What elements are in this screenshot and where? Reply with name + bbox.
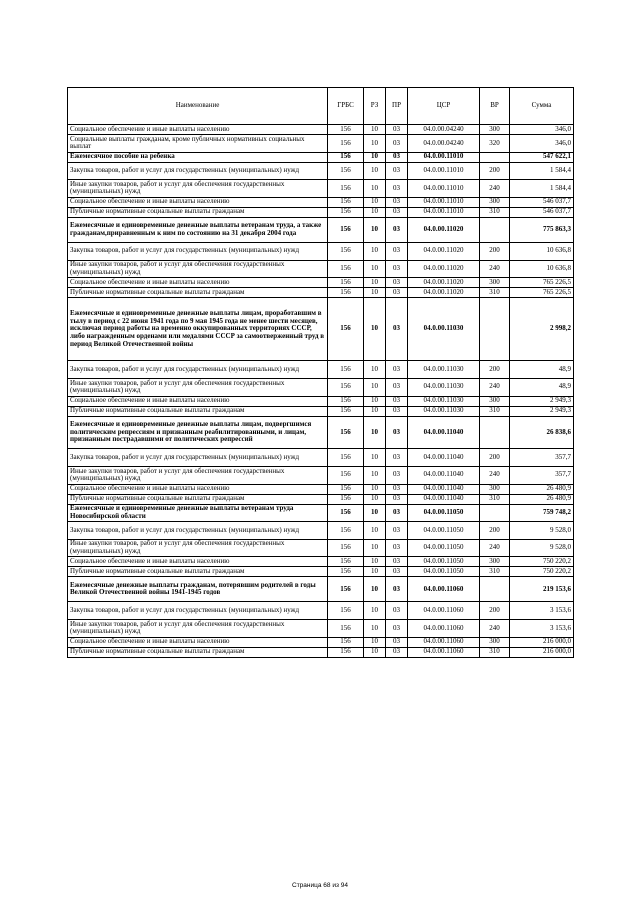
table-row: [68, 416, 574, 449]
cell-grbs: 156: [328, 484, 364, 494]
cell-vr: 200: [480, 162, 510, 180]
cell-vr: 310: [480, 207, 510, 217]
cell-rz: 10: [364, 567, 386, 577]
cell-grbs: 156: [328, 466, 364, 484]
cell-vr: 320: [480, 135, 510, 153]
cell-rz: 10: [364, 449, 386, 467]
cell-grbs: 156: [328, 406, 364, 416]
cell-vr: 200: [480, 242, 510, 260]
cell-vr: 300: [480, 125, 510, 135]
cell-vr: 240: [480, 260, 510, 278]
cell-grbs: 156: [328, 504, 364, 522]
cell-sum: 2 998,2: [510, 298, 574, 361]
cell-rz: 10: [364, 207, 386, 217]
cell-csr: 04.0.00.11060: [408, 620, 480, 638]
table-row: [68, 522, 574, 540]
cell-grbs: 156: [328, 260, 364, 278]
cell-pr: 03: [386, 361, 408, 379]
cell-rz: 10: [364, 647, 386, 657]
cell-grbs: 156: [328, 298, 364, 361]
cell-grbs: 156: [328, 288, 364, 298]
cell-name: Социальное обеспечение и иные выплаты населению: [68, 637, 328, 647]
cell-vr: 310: [480, 406, 510, 416]
cell-name: Ежемесячные и единовременные денежные выплаты ветеранам труда Новосибирской области: [68, 504, 328, 522]
budget-table: [67, 87, 574, 658]
cell-grbs: 156: [328, 361, 364, 379]
cell-pr: 03: [386, 647, 408, 657]
cell-rz: 10: [364, 637, 386, 647]
cell-csr: 04.0.00.11060: [408, 647, 480, 657]
cell-grbs: 156: [328, 522, 364, 540]
cell-pr: 03: [386, 162, 408, 180]
cell-name: Социальное обеспечение и иные выплаты населению: [68, 278, 328, 288]
cell-vr: 300: [480, 557, 510, 567]
cell-csr: 04.0.00.11020: [408, 260, 480, 278]
cell-grbs: 156: [328, 180, 364, 198]
cell-vr: [480, 298, 510, 361]
cell-name: Публичные нормативные социальные выплаты гражданам: [68, 647, 328, 657]
cell-sum: 219 153,6: [510, 577, 574, 602]
cell-sum: 750 220,2: [510, 567, 574, 577]
cell-csr: 04.0.00.11050: [408, 539, 480, 557]
cell-csr: 04.0.00.11020: [408, 278, 480, 288]
cell-pr: 03: [386, 180, 408, 198]
table-row: [68, 378, 574, 396]
cell-vr: [480, 152, 510, 162]
cell-rz: 10: [364, 557, 386, 567]
cell-name: Социальное обеспечение и иные выплаты населению: [68, 197, 328, 207]
cell-csr: 04.0.00.11010: [408, 152, 480, 162]
cell-csr: 04.0.00.11040: [408, 484, 480, 494]
table-row: [68, 620, 574, 638]
cell-rz: 10: [364, 361, 386, 379]
cell-grbs: 156: [328, 620, 364, 638]
page-number: Страница 68 из 94: [292, 882, 348, 889]
cell-vr: 240: [480, 466, 510, 484]
table-row: [68, 504, 574, 522]
cell-sum: 775 863,3: [510, 217, 574, 242]
cell-pr: 03: [386, 539, 408, 557]
cell-grbs: 156: [328, 162, 364, 180]
cell-vr: [480, 217, 510, 242]
cell-name: Иные закупки товаров, работ и услуг для обеспечения государственных (муниципальных) нужд: [68, 466, 328, 484]
table-row: [68, 180, 574, 198]
cell-pr: 03: [386, 378, 408, 396]
cell-pr: 03: [386, 207, 408, 217]
cell-grbs: 156: [328, 217, 364, 242]
cell-name: Иные закупки товаров, работ и услуг для обеспечения государственных (муниципальных) нужд: [68, 180, 328, 198]
cell-vr: 310: [480, 647, 510, 657]
table-header-row: [68, 88, 574, 125]
cell-name: Социальное обеспечение и иные выплаты населению: [68, 557, 328, 567]
cell-sum: 750 220,2: [510, 557, 574, 567]
cell-vr: 200: [480, 602, 510, 620]
cell-rz: 10: [364, 396, 386, 406]
cell-grbs: 156: [328, 449, 364, 467]
cell-grbs: 156: [328, 567, 364, 577]
cell-sum: 10 636,8: [510, 242, 574, 260]
cell-name: Закупка товаров, работ и услуг для государственных (муниципальных) нужд: [68, 242, 328, 260]
cell-grbs: 156: [328, 278, 364, 288]
cell-sum: 1 584,4: [510, 162, 574, 180]
cell-sum: 2 949,3: [510, 406, 574, 416]
cell-csr: 04.0.00.04240: [408, 125, 480, 135]
cell-vr: [480, 577, 510, 602]
table-row: [68, 539, 574, 557]
table-row: [68, 242, 574, 260]
cell-csr: 04.0.00.11010: [408, 180, 480, 198]
cell-rz: 10: [364, 406, 386, 416]
header-pr: ПР: [386, 88, 408, 125]
cell-vr: 300: [480, 197, 510, 207]
cell-rz: 10: [364, 466, 386, 484]
cell-grbs: 156: [328, 647, 364, 657]
cell-rz: 10: [364, 620, 386, 638]
cell-grbs: 156: [328, 557, 364, 567]
cell-vr: 300: [480, 637, 510, 647]
cell-csr: 04.0.00.11020: [408, 288, 480, 298]
table-row: [68, 298, 574, 361]
cell-grbs: 156: [328, 125, 364, 135]
cell-pr: 03: [386, 504, 408, 522]
table-row: [68, 162, 574, 180]
cell-name: Закупка товаров, работ и услуг для государственных (муниципальных) нужд: [68, 449, 328, 467]
cell-pr: 03: [386, 217, 408, 242]
cell-grbs: 156: [328, 378, 364, 396]
cell-vr: 310: [480, 567, 510, 577]
cell-pr: 03: [386, 484, 408, 494]
cell-pr: 03: [386, 416, 408, 449]
cell-vr: 240: [480, 378, 510, 396]
cell-csr: 04.0.00.11050: [408, 504, 480, 522]
cell-vr: [480, 504, 510, 522]
cell-csr: 04.0.00.11030: [408, 361, 480, 379]
cell-vr: 300: [480, 396, 510, 406]
header-vr: ВР: [480, 88, 510, 125]
cell-rz: 10: [364, 152, 386, 162]
table-row: [68, 557, 574, 567]
cell-sum: 216 000,0: [510, 647, 574, 657]
table-row: [68, 577, 574, 602]
cell-rz: 10: [364, 416, 386, 449]
cell-pr: 03: [386, 466, 408, 484]
cell-sum: 346,0: [510, 125, 574, 135]
cell-rz: 10: [364, 539, 386, 557]
table-row: [68, 484, 574, 494]
table-row: [68, 637, 574, 647]
table-row: [68, 288, 574, 298]
table-row: [68, 406, 574, 416]
cell-rz: 10: [364, 242, 386, 260]
cell-pr: 03: [386, 637, 408, 647]
cell-grbs: 156: [328, 135, 364, 153]
cell-pr: 03: [386, 406, 408, 416]
cell-vr: 240: [480, 539, 510, 557]
table-row: [68, 278, 574, 288]
cell-sum: 1 584,4: [510, 180, 574, 198]
cell-vr: 310: [480, 288, 510, 298]
cell-pr: 03: [386, 242, 408, 260]
cell-pr: 03: [386, 298, 408, 361]
cell-rz: 10: [364, 135, 386, 153]
cell-sum: 357,7: [510, 449, 574, 467]
cell-vr: 200: [480, 361, 510, 379]
table-row: [68, 152, 574, 162]
cell-pr: 03: [386, 557, 408, 567]
cell-sum: 216 000,0: [510, 637, 574, 647]
cell-grbs: 156: [328, 207, 364, 217]
cell-name: Публичные нормативные социальные выплаты гражданам: [68, 494, 328, 504]
cell-sum: 546 037,7: [510, 207, 574, 217]
cell-pr: 03: [386, 620, 408, 638]
cell-rz: 10: [364, 494, 386, 504]
table-row: [68, 567, 574, 577]
cell-name: Социальные выплаты гражданам, кроме публичных нормативных социальных выплат: [68, 135, 328, 153]
cell-pr: 03: [386, 522, 408, 540]
cell-sum: 9 528,0: [510, 522, 574, 540]
table-row: [68, 494, 574, 504]
cell-rz: 10: [364, 298, 386, 361]
cell-grbs: 156: [328, 416, 364, 449]
cell-rz: 10: [364, 522, 386, 540]
cell-csr: 04.0.00.11010: [408, 207, 480, 217]
cell-name: Иные закупки товаров, работ и услуг для обеспечения государственных (муниципальных) нужд: [68, 378, 328, 396]
cell-csr: 04.0.00.11010: [408, 162, 480, 180]
cell-csr: 04.0.00.11050: [408, 522, 480, 540]
cell-name: Социальное обеспечение и иные выплаты населению: [68, 125, 328, 135]
cell-name: Закупка товаров, работ и услуг для государственных (муниципальных) нужд: [68, 361, 328, 379]
cell-grbs: 156: [328, 396, 364, 406]
cell-sum: 10 636,8: [510, 260, 574, 278]
cell-name: Публичные нормативные социальные выплаты гражданам: [68, 406, 328, 416]
cell-pr: 03: [386, 567, 408, 577]
cell-csr: 04.0.00.11030: [408, 406, 480, 416]
cell-pr: 03: [386, 288, 408, 298]
cell-grbs: 156: [328, 577, 364, 602]
cell-csr: 04.0.00.11060: [408, 577, 480, 602]
table-body: [68, 125, 574, 658]
cell-sum: 48,9: [510, 361, 574, 379]
cell-pr: 03: [386, 449, 408, 467]
cell-grbs: 156: [328, 602, 364, 620]
cell-sum: 3 153,6: [510, 620, 574, 638]
cell-grbs: 156: [328, 539, 364, 557]
cell-pr: 03: [386, 152, 408, 162]
cell-rz: 10: [364, 217, 386, 242]
cell-name: Ежемесячное пособие на ребенка: [68, 152, 328, 162]
cell-name: Иные закупки товаров, работ и услуг для обеспечения государственных (муниципальных) нужд: [68, 620, 328, 638]
cell-csr: 04.0.00.11020: [408, 217, 480, 242]
cell-vr: 300: [480, 278, 510, 288]
cell-sum: 547 622,1: [510, 152, 574, 162]
table-row: [68, 260, 574, 278]
cell-grbs: 156: [328, 494, 364, 504]
cell-rz: 10: [364, 260, 386, 278]
cell-sum: 546 037,7: [510, 197, 574, 207]
cell-pr: 03: [386, 125, 408, 135]
cell-pr: 03: [386, 197, 408, 207]
header-csr: ЦСР: [408, 88, 480, 125]
cell-name: Иные закупки товаров, работ и услуг для обеспечения государственных (муниципальных) нужд: [68, 539, 328, 557]
table-row: [68, 217, 574, 242]
cell-rz: 10: [364, 162, 386, 180]
cell-pr: 03: [386, 396, 408, 406]
header-grbs: ГРБС: [328, 88, 364, 125]
cell-sum: 357,7: [510, 466, 574, 484]
cell-vr: 310: [480, 494, 510, 504]
cell-csr: 04.0.00.11030: [408, 396, 480, 406]
cell-csr: 04.0.00.11030: [408, 378, 480, 396]
budget-table-wrapper: [67, 87, 573, 658]
cell-name: Ежемесячные и единовременные денежные выплаты лицам, подвергшимся политическим репрессиям и признанным реабилитированными, и лицам, признанным пострадавшими от политических репрессий: [68, 416, 328, 449]
cell-pr: 03: [386, 577, 408, 602]
cell-csr: 04.0.00.11040: [408, 449, 480, 467]
cell-csr: 04.0.00.11050: [408, 567, 480, 577]
cell-rz: 10: [364, 504, 386, 522]
cell-rz: 10: [364, 378, 386, 396]
cell-name: Ежемесячные и единовременные денежные выплаты ветеранам труда, а также гражданам,приравненным к ним по состоянию на 31 декабря 2004 года: [68, 217, 328, 242]
cell-rz: 10: [364, 125, 386, 135]
cell-pr: 03: [386, 494, 408, 504]
cell-grbs: 156: [328, 242, 364, 260]
cell-vr: 200: [480, 522, 510, 540]
header-name: Наименование: [68, 88, 328, 125]
cell-grbs: 156: [328, 637, 364, 647]
cell-vr: 240: [480, 620, 510, 638]
cell-sum: 26 480,9: [510, 494, 574, 504]
cell-name: Иные закупки товаров, работ и услуг для обеспечения государственных (муниципальных) нужд: [68, 260, 328, 278]
cell-vr: 200: [480, 449, 510, 467]
cell-csr: 04.0.00.11010: [408, 197, 480, 207]
header-rz: РЗ: [364, 88, 386, 125]
cell-rz: 10: [364, 602, 386, 620]
cell-name: Публичные нормативные социальные выплаты гражданам: [68, 288, 328, 298]
cell-rz: 10: [364, 180, 386, 198]
table-row: [68, 197, 574, 207]
cell-sum: 346,0: [510, 135, 574, 153]
table-row: [68, 361, 574, 379]
cell-pr: 03: [386, 278, 408, 288]
cell-csr: 04.0.00.11020: [408, 242, 480, 260]
table-row: [68, 602, 574, 620]
cell-sum: 26 838,6: [510, 416, 574, 449]
cell-pr: 03: [386, 260, 408, 278]
table-row: [68, 647, 574, 657]
cell-grbs: 156: [328, 152, 364, 162]
cell-vr: 300: [480, 484, 510, 494]
cell-csr: 04.0.00.11050: [408, 557, 480, 567]
cell-name: Публичные нормативные социальные выплаты гражданам: [68, 207, 328, 217]
cell-sum: 3 153,6: [510, 602, 574, 620]
table-row: [68, 466, 574, 484]
table-row: [68, 125, 574, 135]
cell-name: Публичные нормативные социальные выплаты гражданам: [68, 567, 328, 577]
cell-name: Ежемесячные и единовременные денежные выплаты лицам, проработавшим в тылу в период с 22 июня 1941 года по 9 мая 1945 года не менее шести месяцев, исключая период работы на временно оккупированных территориях СССР, либо награжденным орденами или медалями СССР за самоотверженный труд в период Великой Отечественной войны: [68, 298, 328, 361]
cell-sum: 9 528,0: [510, 539, 574, 557]
cell-pr: 03: [386, 602, 408, 620]
cell-grbs: 156: [328, 197, 364, 207]
table-row: [68, 207, 574, 217]
cell-csr: 04.0.00.04240: [408, 135, 480, 153]
cell-rz: 10: [364, 484, 386, 494]
cell-csr: 04.0.00.11060: [408, 602, 480, 620]
cell-vr: [480, 416, 510, 449]
cell-name: Закупка товаров, работ и услуг для государственных (муниципальных) нужд: [68, 162, 328, 180]
cell-sum: 765 226,5: [510, 288, 574, 298]
cell-sum: 765 226,5: [510, 278, 574, 288]
header-sum: Сумма: [510, 88, 574, 125]
table-row: [68, 396, 574, 406]
cell-csr: 04.0.00.11060: [408, 637, 480, 647]
cell-csr: 04.0.00.11040: [408, 494, 480, 504]
cell-sum: 26 480,9: [510, 484, 574, 494]
cell-vr: 240: [480, 180, 510, 198]
cell-name: Закупка товаров, работ и услуг для государственных (муниципальных) нужд: [68, 602, 328, 620]
cell-name: Социальное обеспечение и иные выплаты населению: [68, 396, 328, 406]
cell-name: Ежемесячные денежные выплаты гражданам, потерявшим родителей в годы Великой Отечественной войны 1941-1945 годов: [68, 577, 328, 602]
cell-rz: 10: [364, 197, 386, 207]
table-row: [68, 135, 574, 153]
table-row: [68, 449, 574, 467]
cell-rz: 10: [364, 288, 386, 298]
cell-csr: 04.0.00.11040: [408, 466, 480, 484]
cell-name: Социальное обеспечение и иные выплаты населению: [68, 484, 328, 494]
cell-rz: 10: [364, 278, 386, 288]
cell-name: Закупка товаров, работ и услуг для государственных (муниципальных) нужд: [68, 522, 328, 540]
cell-csr: 04.0.00.11030: [408, 298, 480, 361]
cell-sum: 759 748,2: [510, 504, 574, 522]
cell-rz: 10: [364, 577, 386, 602]
cell-sum: 2 949,3: [510, 396, 574, 406]
cell-sum: 48,9: [510, 378, 574, 396]
cell-pr: 03: [386, 135, 408, 153]
cell-csr: 04.0.00.11040: [408, 416, 480, 449]
